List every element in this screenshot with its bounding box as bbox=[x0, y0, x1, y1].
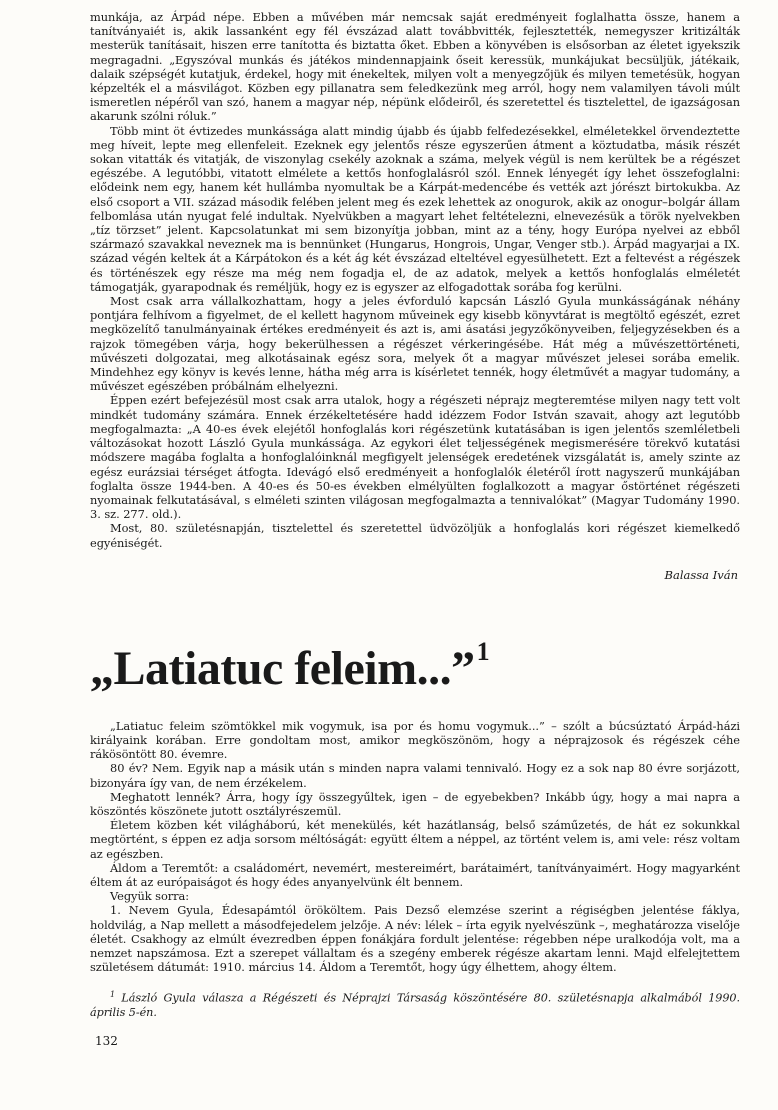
footnote-mark: 1 bbox=[110, 990, 116, 1000]
paragraph: Most, 80. születésnapján, tisztelettel és szeretettel üdvözöljük a honfoglalás kori régészet kiemelkedő egyéniségét. bbox=[90, 521, 740, 550]
footnote-reference: 1 bbox=[476, 636, 490, 666]
paragraph: Most csak arra vállalkozhattam, hogy a jeles évforduló kapcsán László Gyula munkásságának néhány pontjára felhívom a figyelmet, de el kellett hagynom műveinek egy kisebb könyvtárat is megtöltő egészét, ezret megközelítő tanulmányainak értékes eredményeit és azt is, ami ásatási jegyzőkönyveiben, feljegyzésekben és a rajzok tömegében várja, hogy bekerülhessen a régészet vérkeringésébe. Hát még a művészettörténeti, művészeti dolgozatai, meg alkotásainak egész sora, melyek őt a magyar művészet jelesei sorába emelik. Mindehhez egy könyv is kevés lenne, hátha még arra is kísérletet tennék, hogy életművét a magyar tudomány, a művészet egészében próbálnám elhelyezni. bbox=[90, 294, 740, 394]
paragraph: Áldom a Teremtőt: a családomért, nevemért, mestereimért, barátaimért, tanítványaimért. Hogy magyarként éltem át az európaiságot és hogy édes anyanyelvünk élt bennem. bbox=[90, 860, 740, 889]
paragraph: 80 év? Nem. Egyik nap a másik után s minden napra valami tennivaló. Hogy ez a sok nap 80 évre sorjázott, bizonyára így van, de nem érzékelem. bbox=[90, 761, 740, 790]
paragraph: „Latiatuc feleim szömtökkel mik vogymuk, isa por és homu vogymuk...” – szólt a búcsúztató Árpád-házi királyaink korában. Erre gondoltam most, amikor megköszönöm, hogy a néprajzosok és régészek céhe rákösöntött 80. évemre. bbox=[90, 718, 740, 762]
title-text: „Latiatuc feleim...” bbox=[90, 641, 475, 695]
paragraph: Életem közben két világháború, két menekülés, két hazátlanság, belső száműzetés, de hát ez sokunkkal megtörtént, s éppen ez adja sorsom méltóságát: együtt éltem a néppel, az történt velem is, ami vele: rész voltam az egészben. bbox=[90, 818, 740, 861]
paragraph: munkája, az Árpád népe. Ebben a művében már nemcsak saját eredményeit foglalhatta össze, hanem a tanítványaiét is, akik lassanként egy fél évszázad alatt továbbvitték, fejlesztették, nemegyszer kritizálták mesterük tanításait, hiszen erre tanította és biztatta őket. Ebben a könyvében is elsősorban az életet igyekszik megragadni. „Egyszóval munkás és játékos mindennapjaink őseit keressük, munkájukat becsüljük, játékaik, dalaik szépségét kutatjuk, érdekel, hogy mit énekeltek, milyen volt a menyegzőjük és milyen temetésük, hogyan képzelték el a másvilágot. Közben egy pillanatra sem feledkezünk meg arról, hogy nem valamilyen távoli múlt ismeretlen népéről van szó, hanem a magyar nép, népünk elődeiről, és szeretettel és tisztelettel, de igazságosan akarunk szólni róluk.” bbox=[90, 10, 740, 124]
article-title bbox=[90, 626, 740, 695]
list-item: 1. Nevem Gyula, Édesapámtól örököltem. Pais Dezső elemzése szerint a régiségben jelentése fáklya, holdvilág, a Nap mellett a másodfejedelem jelzője. A név: lélek – írta egyik nyelvészünk –, meghatározza viselője életét. Csakhogy az elmúlt évezredben éppen fonákjára fordult jelentése: régebben népe uralkodója volt, ma a nemzet napszámosa. Ezt a szerepet vállaltam és a szegény emberek régésze akartam lenni. Majd elfelejtettem születésem dátumát: 1910. március 14. Áldom a Teremtőt, hogy úgy élhettem, ahogy éltem. bbox=[90, 903, 740, 975]
paragraph: Több mint öt évtizedes munkássága alatt mindig újabb és újabb felfedezésekkel, elméletekkel örvendeztette meg híveit, lepte meg ellenfeleit. Ezeknek egy jelentős része egyszerűen átment a köztudatba, másik részét sokan vitatták és vitatják, de viszonylag csekély azoknak a száma, melyek végül is nem kerültek be a régészet egészébe. A legutóbbi, vitatott elmélete a kettős honfoglalásról szól. Ennek lényegét így lehet összefoglalni: elődeink nem egy, hanem két hullámba nyomultak be a Kárpát-medencébe és vették azt jórészt birtokukba. Az első csoport a VII. század második felében jelent meg és ezek lehettek az onogurok, akik az onogur–bolgár állam felbomlása után nyugat felé indultak. Nyelvükben a magyart lehet feltételezni, elnevezésük a török nyelvekben „tíz törzset” jelent. Kapcsolatunkat mi sem bizonyítja jobban, mint az a tény, hogy Európa nyelvei az ebből származó szavakkal neveznek ma is bennünket (Hungarus, Hongrois, Ungar, Venger stb.). Árpád magyarjai a IX. század végén keltek át a Kárpátokon és a két ág két évszázad elteltével egyesülhetett. Ezt a feltevést a régészek és történészek egy része ma még nem fogadja el, de az adatok, melyek a kettős honfoglalás elméletét támogatják, gyarapodnak és reméljük, hogy ez is egyszer az elfogadottak sorába fog kerülni. bbox=[90, 123, 740, 294]
page-number: 132 bbox=[95, 1034, 118, 1048]
paragraph: Meghatott lennék? Árra, hogy így összegyűltek, igen – de egyebekben? Inkább úgy, hogy a mai napra a köszöntés köszönete jutott osztályrészemül. bbox=[90, 789, 740, 818]
footnote-text: László Gyula válasza a Régészeti és Néprajzi Társaság köszöntésére 80. születésnapja alkalmából 1990. április 5-én. bbox=[90, 992, 740, 1020]
footnote bbox=[90, 988, 740, 1020]
page-content bbox=[90, 10, 740, 1020]
author-signature: Balassa Iván bbox=[664, 567, 738, 582]
paragraph: Vegyük sorra: bbox=[110, 889, 190, 904]
paragraph: Éppen ezért befejezésül most csak arra utalok, hogy a régészeti néprajz megteremtése milyen nagy tett volt mindkét tudomány számára. Ennek érzékeltetésére hadd idézzem Fodor István szavait, ahogy azt legutóbb megfogalmazta: „A 40-es évek elejétől honfoglalás kori régészetünk kutatásában is igen jelentős szemléletbeli változásokat hozott László Gyula munkássága. Az egykori élet teljességének megismerésére törekvő kutatási módszere magába foglalta a honfoglalóinknál megfigyelt jelenségek eredetének vizsgálatát is, amely szinte az egész eurázsiai térséget átfogta. Idevágó első eredményeit a honfoglalók életéről írott nagyszerű munkájában foglalta össze 1944-ben. A 40-es és 50-es években elmélyülten foglalkozott a magyar őstörténet régészeti nyomainak felkutatásával, s elméleti szinten világosan megfogalmazta a tennivalókat” (Magyar Tudomány 1990. 3. sz. 277. old.). bbox=[90, 393, 740, 522]
